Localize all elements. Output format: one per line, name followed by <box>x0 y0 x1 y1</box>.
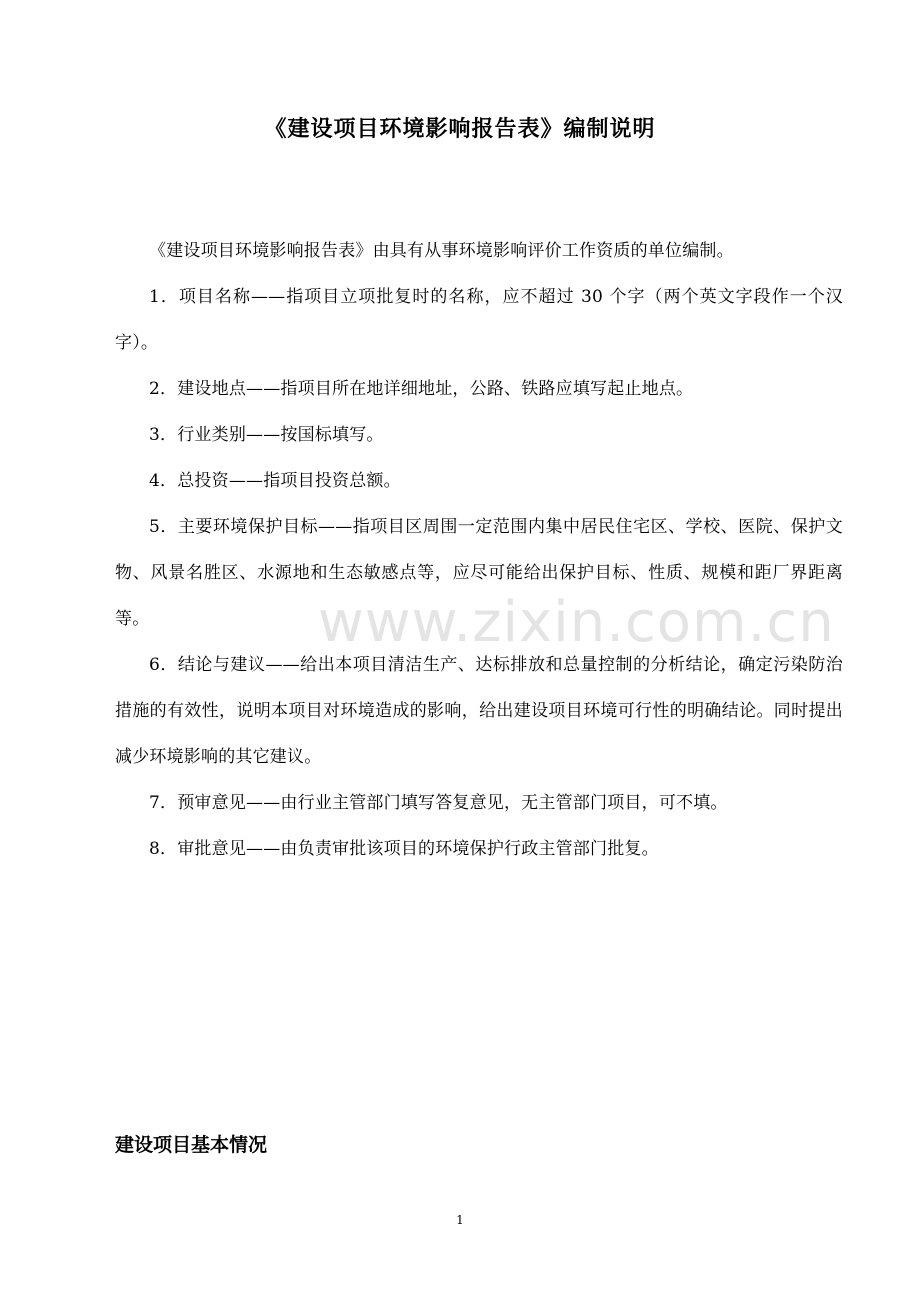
item-preliminary-review: 7．预审意见——由行业主管部门填写答复意见，无主管部门项目，可不填。 <box>149 793 728 813</box>
section-heading: 建设项目基本情况 <box>115 1134 268 1156</box>
item-conclusion: 6．结论与建议——给出本项目清洁生产、达标排放和总量控制的分析结论，确定污染防治措施的有效性，说明本项目对环境造成的影响，给出建设项目环境可行性的明确结论。同时提出减少环境影响的其它建议。 <box>115 655 843 767</box>
item-protection-targets: 5．主要环境保护目标——指项目区周围一定范围内集中居民住宅区、学校、医院、保护文物、风景名胜区、水源地和生态敏感点等，应尽可能给出保护目标、性质、规模和距厂界距离等。 <box>115 517 843 629</box>
watermark: www.zixin.com.cn <box>318 590 835 655</box>
item-location: 2．建设地点——指项目所在地详细地址，公路、铁路应填写起止地点。 <box>149 379 694 399</box>
item-industry-category: 3．行业类别——按国标填写。 <box>149 425 384 445</box>
item-project-name: 1．项目名称——指项目立项批复时的名称，应不超过 30 个字（两个英文字段作一个汉字）。 <box>115 287 843 353</box>
page-number: 1 <box>456 1213 464 1227</box>
document-body <box>115 228 843 872</box>
item-approval-opinion: 8．审批意见——由负责审批该项目的环境保护行政主管部门批复。 <box>149 839 659 859</box>
document-title: 《建设项目环境影响报告表》编制说明 <box>264 117 656 142</box>
item-total-investment: 4．总投资——指项目投资总额。 <box>149 471 401 491</box>
intro-paragraph: 《建设项目环境影响报告表》由具有从事环境影响评价工作资质的单位编制。 <box>149 241 734 261</box>
